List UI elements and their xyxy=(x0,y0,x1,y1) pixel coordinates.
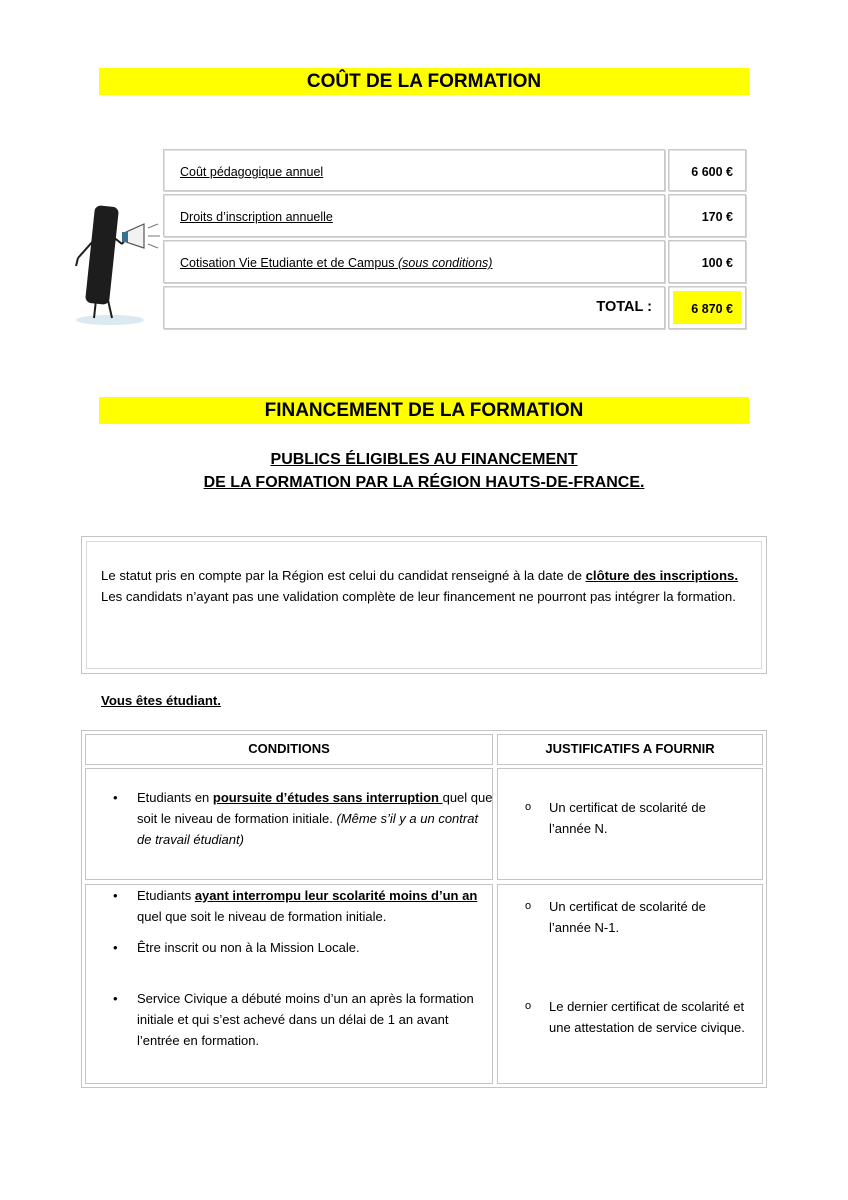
student-section-title: Vous êtes étudiant. xyxy=(101,693,221,708)
cost-row-label-cell xyxy=(163,240,665,283)
cost-row-label-cell xyxy=(163,149,665,191)
document-item: o Un certificat de scolarité de l’année N. xyxy=(525,800,706,836)
cost-row-note: (sous conditions) xyxy=(397,256,493,270)
document-item: o Un certificat de scolarité de l’année N-1. xyxy=(525,899,706,935)
total-amount-cell xyxy=(668,286,746,329)
eligible-publics-heading-line1: PUBLICS ÉLIGIBLES AU FINANCEMENT xyxy=(270,451,578,468)
total-label: TOTAL : xyxy=(596,299,652,315)
status-note-text: Le statut pris en compte par la Région est celui du candidat renseigné à la date de clôture des inscriptions. Les candidats n’ayant pas une validation complète de leur financement ne pourront pas intégrer la formation. xyxy=(101,568,739,604)
condition-item: • Etudiants en poursuite d’études sans interruption quel que soit le niveau de formation initiale. (Même s’il y a un contrat de travail étudiant) xyxy=(113,790,493,847)
condition-item: • Etudiants ayant interrompu leur scolarité moins d’un an quel que soit le niveau de formation initiale. xyxy=(113,888,478,924)
megaphone-figure-illustration xyxy=(72,200,164,328)
conditions-column-header: CONDITIONS xyxy=(248,741,330,756)
financing-section-title: FINANCEMENT DE LA FORMATION xyxy=(99,397,749,424)
cost-row-amount: 100 € xyxy=(701,256,733,270)
document-item: o Le dernier certificat de scolarité et une attestation de service civique. xyxy=(525,999,745,1035)
registration-closing-emphasis: clôture des inscriptions. xyxy=(585,568,739,583)
cost-row-amount: 6 600 € xyxy=(691,165,733,179)
eligible-publics-heading-line2: DE LA FORMATION PAR LA RÉGION HAUTS-DE-FRANCE. xyxy=(203,474,645,491)
cost-row-amount-cell xyxy=(668,240,746,283)
condition-item: • Service Civique a débuté moins d’un an après la formation initiale et qui s’est achevé dans un délai de 1 an avant l’entrée en formation. xyxy=(113,991,474,1048)
cost-row-amount: 170 € xyxy=(701,210,733,224)
total-amount: 6 870 € xyxy=(673,291,741,324)
documents-column-header: JUSTIFICATIFS A FOURNIR xyxy=(545,741,715,756)
total-label-cell xyxy=(163,286,665,329)
cost-row-amount-cell xyxy=(668,194,746,237)
cost-row-label: Cotisation Vie Etudiante et de Campus (sous conditions) xyxy=(180,256,493,270)
condition-item: • Être inscrit ou non à la Mission Locale. xyxy=(113,940,360,955)
cost-row-label-cell xyxy=(163,194,665,237)
cost-section-title: COÛT DE LA FORMATION xyxy=(99,68,749,95)
cost-row-label: Coût pédagogique annuel xyxy=(180,165,324,179)
cost-row-amount-cell xyxy=(668,149,746,191)
cost-table xyxy=(161,147,748,331)
cost-row-label: Droits d’inscription annuelle xyxy=(180,210,333,224)
